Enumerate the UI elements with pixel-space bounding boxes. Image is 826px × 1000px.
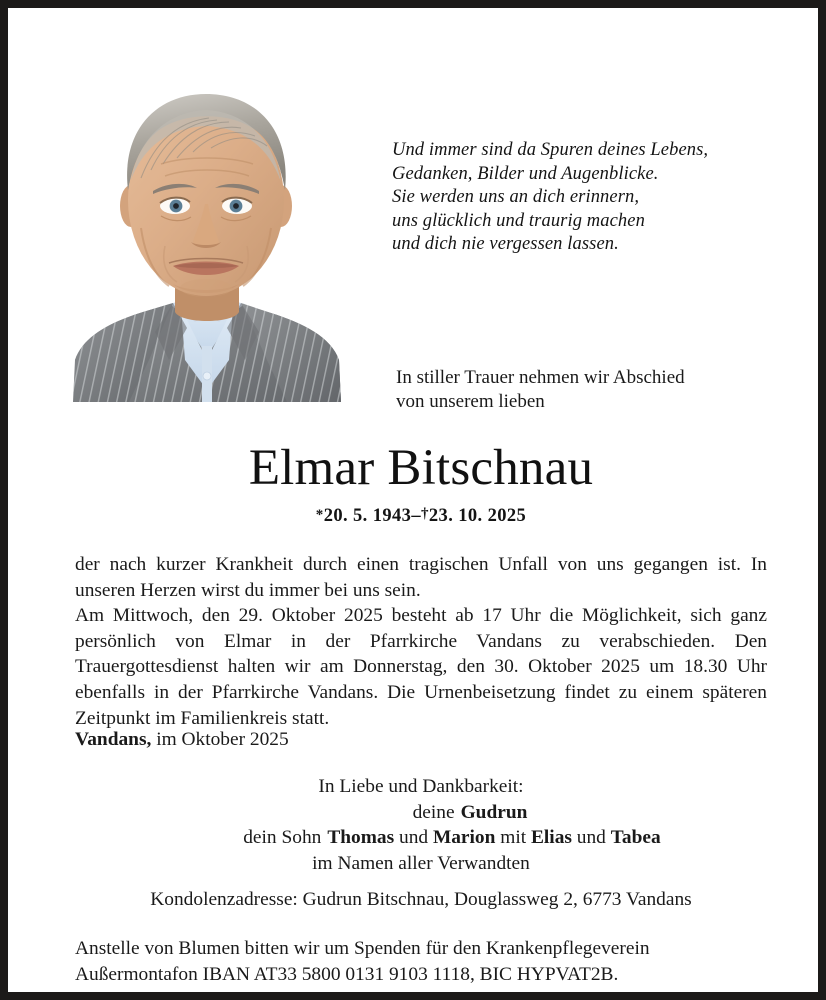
death-date: 23. 10. 2025: [428, 506, 527, 526]
portrait-photo: [69, 60, 345, 402]
place-date-line: [75, 727, 289, 752]
life-dates: [8, 506, 818, 527]
donation-line-2: Außermontafon IBAN AT33 5800 0131 9103 1118, BIC HYPVAT2B.: [75, 963, 619, 985]
body-paragraph-1: der nach kurzer Krankheit durch einen tragischen Unfall von uns gegangen ist. In unseren Herzen wirst du immer bei uns sein.: [75, 554, 767, 601]
family-prefix-spouse: deine: [412, 801, 455, 823]
family-conj-1: und: [394, 827, 433, 849]
notice-sheet: [8, 8, 818, 992]
family-name-elias: Elias: [530, 827, 572, 849]
obituary-body: [75, 552, 767, 731]
notice-month: im Oktober 2025: [151, 729, 289, 750]
poem-line-5: und dich nie vergessen lassen.: [392, 234, 619, 255]
deceased-name: Elmar Bitschnau: [248, 440, 594, 496]
condolence-address: Kondolenzadresse: Gudrun Bitschnau, Douglassweg 2, 6773 Vandans: [150, 889, 692, 910]
family-signature-block: [8, 774, 818, 876]
family-conj-2: mit: [495, 827, 531, 849]
family-name-thomas: Thomas: [327, 827, 395, 849]
birth-date: 20. 5. 1943: [323, 506, 412, 526]
body-paragraph-2: Am Mittwoch, den 29. Oktober 2025 besteht ab 17 Uhr die Möglichkeit, sich ganz persönlich von Elmar in der Pfarrkirche Vandans zu verabschieden. Den Trauergottesdienst halten wir am Donnerstag, den 30. Oktober 2025 um 18.30 Uhr ebenfalls in der Pfarrkirche Vandans. Die Urnenbeisetzung findet zu einem späteren Zeitpunkt im Familienkreis statt.: [75, 605, 767, 729]
poem-line-4: uns glücklich und traurig machen: [392, 210, 645, 231]
family-conj-3: und: [571, 827, 611, 849]
mourning-intro: [396, 366, 796, 414]
poem-line-2: Gedanken, Bilder und Augenblicke.: [392, 163, 659, 184]
poem-line-3: Sie werden uns an dich erinnern,: [392, 187, 640, 208]
memorial-poem: [392, 139, 812, 257]
place-name: Vandans,: [75, 729, 152, 750]
family-heading: In Liebe und Dankbarkeit:: [318, 776, 524, 797]
family-row-spouse: [8, 800, 818, 826]
family-row-son: [8, 825, 818, 851]
donation-line-1: Anstelle von Blumen bitten wir um Spenden für den Krankenpflegeverein: [75, 938, 650, 959]
family-prefix-son: dein Sohn: [243, 827, 322, 849]
family-name-gudrun: Gudrun: [460, 801, 528, 823]
intro-line-1: In stiller Trauer nehmen wir Abschied: [396, 367, 685, 388]
poem-line-1: Und immer sind da Spuren deines Lebens,: [392, 140, 709, 160]
intro-line-2: von unserem lieben: [396, 391, 545, 412]
donation-notice: [75, 936, 767, 987]
family-name-marion: Marion: [432, 827, 496, 849]
family-names-son: [327, 825, 660, 851]
date-separator: –: [411, 506, 421, 526]
birth-symbol: *: [315, 507, 324, 523]
death-symbol: †: [421, 506, 429, 522]
family-name-tabea: Tabea: [610, 827, 661, 849]
family-names-spouse: [461, 800, 528, 826]
portrait-illustration: [69, 60, 345, 402]
family-footer: im Namen aller Verwandten: [312, 852, 530, 874]
